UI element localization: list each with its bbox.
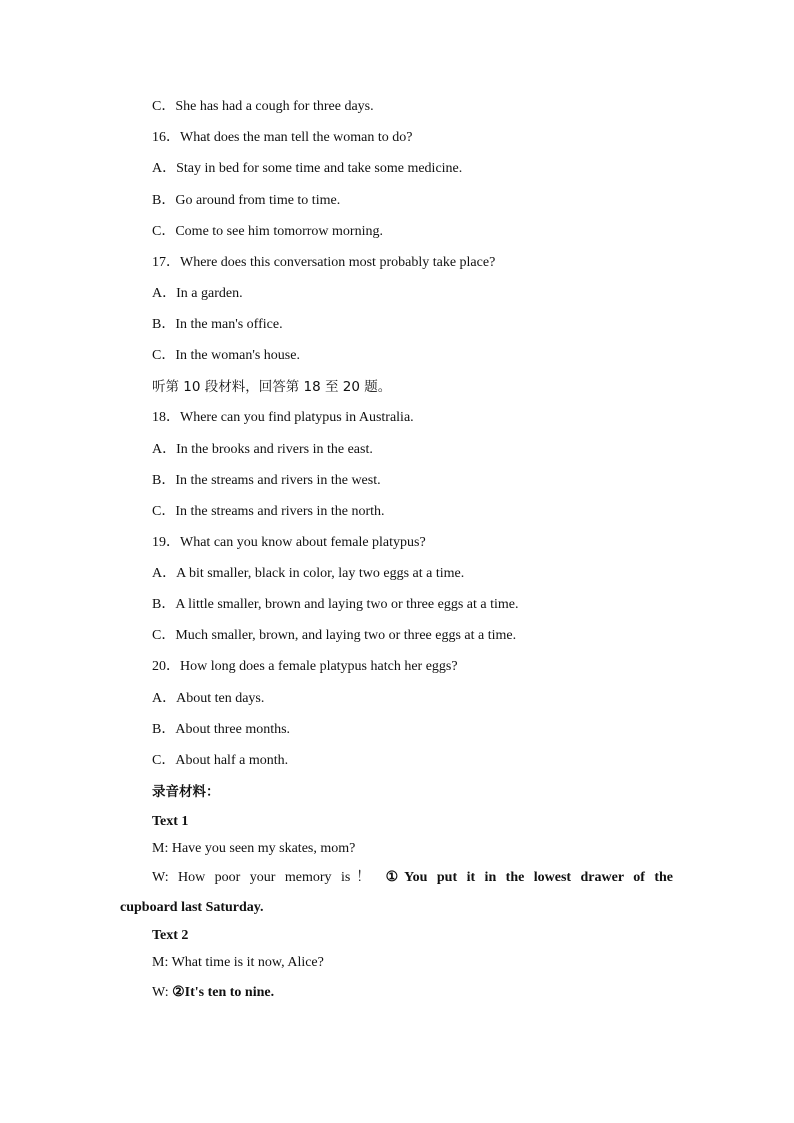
option-18c: C．In the streams and rivers in the north. <box>152 504 385 519</box>
dialogue-speaker: W: <box>152 985 173 1000</box>
dialogue-text: W: How poor your memory is！ <box>152 870 377 885</box>
option-20b: B．About three months. <box>152 722 291 737</box>
option-16c: C．Come to see him tomorrow morning. <box>152 224 383 239</box>
option-16b: B．Go around from time to time. <box>152 193 341 208</box>
section-instruction: 听第 10 段材料，回答第 18 至 20 题。 <box>152 379 392 395</box>
option-19a: A．A bit smaller, black in color, lay two eggs at a time. <box>152 566 465 581</box>
dialogue-line <box>152 984 274 1002</box>
option-17c: C．In the woman's house. <box>152 348 300 363</box>
option-18b: B．In the streams and rivers in the west. <box>152 473 381 488</box>
question-19: 19．What can you know about female platypus? <box>152 535 426 550</box>
question-20: 20．How long does a female platypus hatch her eggs? <box>152 659 458 674</box>
option-17a: A．In a garden. <box>152 286 243 301</box>
option-20c: C．About half a month. <box>152 753 289 768</box>
text-1-heading: Text 1 <box>152 814 189 829</box>
option-15c: C．She has had a cough for three days. <box>152 99 374 114</box>
transcript-heading: 录音材料： <box>152 784 220 800</box>
dialogue-line: M: Have you seen my skates, mom? <box>152 841 356 856</box>
question-17: 17．Where does this conversation most probably take place? <box>152 255 496 270</box>
question-18: 18．Where can you find platypus in Australia. <box>152 410 414 425</box>
question-16: 16．What does the man tell the woman to do? <box>152 130 413 145</box>
dialogue-line: M: What time is it now, Alice? <box>152 955 324 970</box>
answer-highlight-2: ②It's ten to nine. <box>172 985 275 1000</box>
option-16a: A．Stay in bed for some time and take some medicine. <box>152 161 463 176</box>
option-20a: A．About ten days. <box>152 691 265 706</box>
text-2-heading: Text 2 <box>152 928 189 943</box>
option-17b: B．In the man's office. <box>152 317 283 332</box>
answer-highlight-1: ①You put it in the lowest drawer of the <box>385 870 674 885</box>
dialogue-line <box>152 869 673 887</box>
answer-highlight-1-continued: cupboard last Saturday. <box>120 900 264 915</box>
option-19b: B．A little smaller, brown and laying two or three eggs at a time. <box>152 597 519 612</box>
option-19c: C．Much smaller, brown, and laying two or three eggs at a time. <box>152 628 517 643</box>
option-18a: A．In the brooks and rivers in the east. <box>152 442 373 457</box>
